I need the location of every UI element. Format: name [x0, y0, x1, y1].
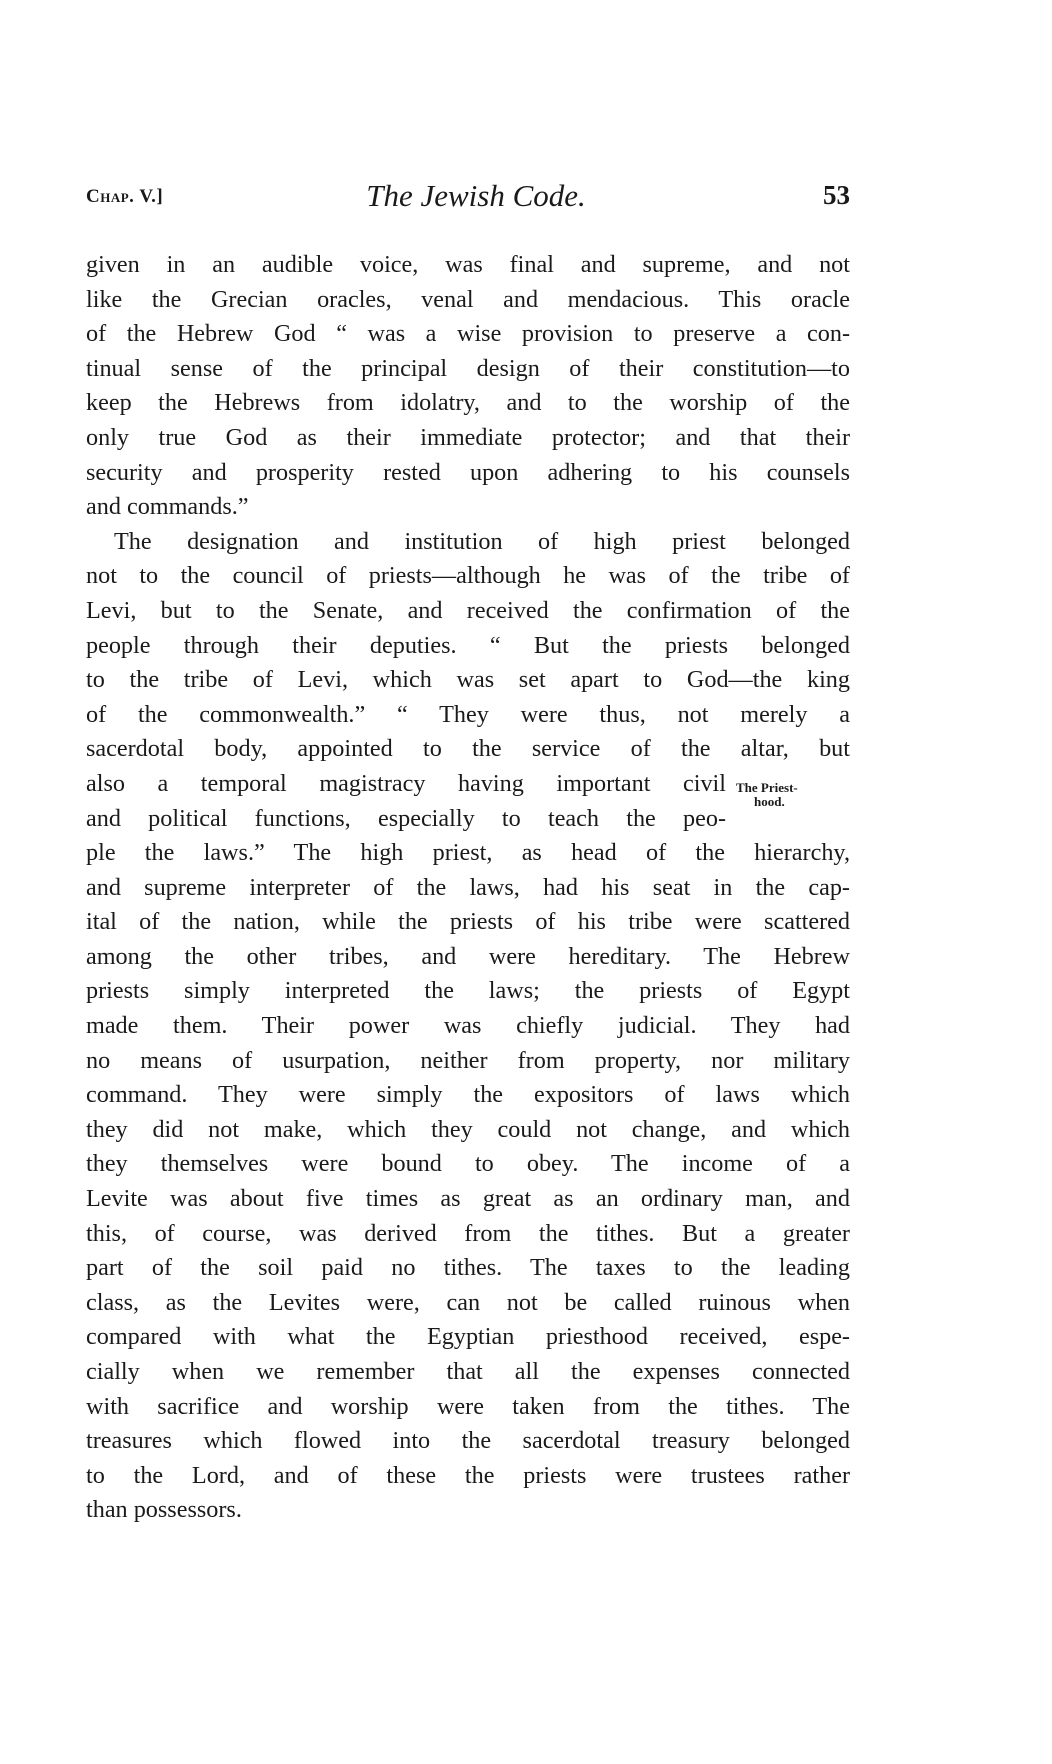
text-line: Levite was about five times as great as an ordinary man, and	[86, 1185, 850, 1213]
text-line: ple the laws.” The high priest, as head of the hierarchy,	[86, 839, 850, 867]
text-line: The designation and institution of high priest belonged	[114, 527, 850, 555]
text-line: keep the Hebrews from idolatry, and to the worship of the	[86, 389, 850, 417]
text-line: they did not make, which they could not change, and which	[86, 1115, 850, 1143]
text-line: of the commonwealth.” “ They were thus, not merely a	[86, 700, 850, 728]
text-line: like the Grecian oracles, venal and mendacious. This oracle	[86, 285, 850, 313]
text-line: sacerdotal body, appointed to the service of the altar, but	[86, 735, 850, 763]
text-line: tinual sense of the principal design of their constitution—to	[86, 354, 850, 382]
text-line: this, of course, was derived from the tithes. But a greater	[86, 1219, 850, 1247]
text-line: only true God as their immediate protector; and that their	[86, 423, 850, 451]
margin-note-line: hood.	[754, 793, 785, 809]
text-line: and supreme interpreter of the laws, had his seat in the cap-	[86, 873, 850, 901]
text-line: given in an audible voice, was final and supreme, and not	[86, 251, 850, 278]
text-line: among the other tribes, and were hereditary. The Hebrew	[86, 942, 850, 970]
text-line: to the tribe of Levi, which was set apart to God—the king	[86, 666, 850, 694]
text-line: priests simply interpreted the laws; the priests of Egypt	[86, 977, 850, 1005]
text-line: not to the council of priests—although he was of the tribe of	[86, 562, 850, 590]
text-line: than possessors.	[86, 1496, 242, 1524]
text-line: people through their deputies. “ But the priests belonged	[86, 631, 850, 659]
text-line: of the Hebrew God “ was a wise provision to preserve a con-	[86, 320, 850, 348]
page-title: The Jewish Code.	[366, 178, 586, 213]
sidenote-row	[86, 767, 850, 836]
text-line: no means of usurpation, neither from property, nor military	[86, 1046, 850, 1074]
text-line: to the Lord, and of these the priests were trustees rather	[86, 1461, 850, 1489]
chapter-label: Chap. V.]	[86, 186, 164, 207]
text-line: also a temporal magistracy having important civil	[86, 769, 726, 797]
text-line: command. They were simply the expositors of laws which	[86, 1081, 850, 1109]
text-line: class, as the Levites were, can not be called ruinous when	[86, 1288, 850, 1316]
margin-note	[736, 781, 798, 809]
text-line: made them. Their power was chiefly judicial. They had	[86, 1012, 850, 1040]
text-line: they themselves were bound to obey. The income of a	[86, 1150, 850, 1178]
text-line: compared with what the Egyptian priesthood received, espe-	[86, 1323, 850, 1351]
text-line: Levi, but to the Senate, and received the confirmation of the	[86, 596, 850, 624]
margin-note-line: The Priest-	[736, 779, 798, 795]
body-text	[86, 248, 850, 1528]
text-line: and commands.”	[86, 493, 249, 521]
text-line: ital of the nation, while the priests of his tribe were scattered	[86, 908, 850, 936]
text-line: with sacrifice and worship were taken from the tithes. The	[86, 1392, 850, 1420]
page-number: 53	[823, 180, 850, 210]
text-line: part of the soil paid no tithes. The taxes to the leading	[86, 1254, 850, 1282]
text-line: security and prosperity rested upon adhering to his counsels	[86, 458, 850, 486]
text-line: and political functions, especially to teach the peo-	[86, 804, 726, 832]
text-line: cially when we remember that all the expenses connected	[86, 1358, 850, 1385]
running-head	[86, 178, 850, 218]
text-line: treasures which flowed into the sacerdotal treasury belonged	[86, 1427, 850, 1455]
